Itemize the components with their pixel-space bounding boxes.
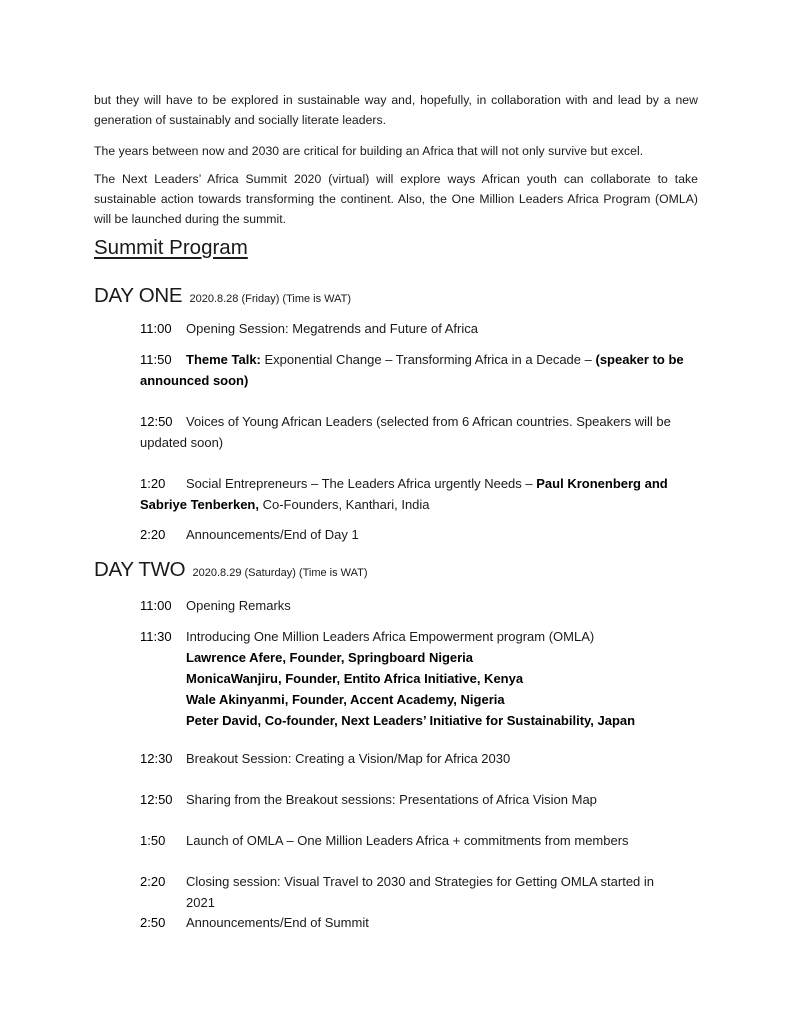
program-item <box>140 748 696 769</box>
item-time: 11:30 <box>140 629 172 644</box>
item-time: 1:50 <box>140 833 166 848</box>
speaker-line: Wale Akinyanmi, Founder, Accent Academy, Nigeria <box>186 692 505 707</box>
program-item <box>140 524 696 545</box>
item-time: 2:20 <box>140 874 166 889</box>
item-text: Launch of OMLA – One Million Leaders Africa + commitments from members <box>186 833 629 848</box>
item-time: 2:20 <box>140 527 166 542</box>
intro-paragraph-2: The years between now and 2030 are critical for building an Africa that will not only survive but excel. <box>94 144 644 158</box>
day-one-heading <box>94 284 351 308</box>
program-item <box>140 789 696 810</box>
item-text: Announcements/End of Summit <box>186 915 369 930</box>
program-item <box>140 473 696 515</box>
intro-paragraph-3: The Next Leaders’ Africa Summit 2020 (virtual) will explore ways African youth can collaborate to take sustainable action towards transforming the continent. Also, the One Million Leaders Africa Program (OMLA) will be launched during the summit. <box>94 172 698 226</box>
item-text: Introducing One Million Leaders Africa Empowerment program (OMLA) <box>186 629 595 644</box>
speaker-line: MonicaWanjiru, Founder, Entito Africa Initiative, Kenya <box>186 671 524 686</box>
item-text: Announcements/End of Day 1 <box>186 527 359 542</box>
item-text-tail: Co-Founders, Kanthari, India <box>258 497 430 512</box>
item-text: Breakout Session: Creating a Vision/Map for Africa 2030 <box>186 751 511 766</box>
item-time: 12:50 <box>140 414 173 429</box>
item-bold-lead: Theme Talk: <box>186 352 261 367</box>
program-item <box>140 349 696 391</box>
item-text: Opening Session: Megatrends and Future of Africa <box>186 321 478 336</box>
item-text: Exponential Change – Transforming Africa in a Decade – <box>260 352 596 367</box>
item-text: Sharing from the Breakout sessions: Presentations of Africa Vision Map <box>186 792 597 807</box>
program-item <box>140 595 696 616</box>
section-title: Summit Program <box>94 236 248 259</box>
item-time: 12:30 <box>140 751 173 766</box>
program-item <box>140 830 696 851</box>
item-time: 11:00 <box>140 321 172 336</box>
speaker-line: Peter David, Co-founder, Next Leaders’ Initiative for Sustainability, Japan <box>186 713 636 728</box>
intro-paragraph-1: but they will have to be explored in sustainable way and, hopefully, in collaboration with and lead by a new generation of sustainably and socially literate leaders. <box>94 93 698 127</box>
item-bold-tail: Paul Kronenberg and Sabriye Tenberken, <box>140 476 668 512</box>
item-text: Opening Remarks <box>186 598 291 613</box>
item-time: 11:00 <box>140 598 172 613</box>
day-one-meta: 2020.8.28 (Friday) (Time is WAT) <box>189 293 352 305</box>
item-text: Closing session: Visual Travel to 2030 and Strategies for Getting OMLA started in <box>186 874 655 889</box>
day-one-title: DAY ONE <box>94 284 183 307</box>
speaker-list <box>140 647 696 731</box>
item-text: Social Entrepreneurs – The Leaders Africa urgently Needs – <box>186 476 537 491</box>
day-two-title: DAY TWO <box>94 558 186 581</box>
program-item <box>140 318 696 339</box>
day-two-meta: 2020.8.29 (Saturday) (Time is WAT) <box>192 567 368 579</box>
item-time: 11:50 <box>140 352 172 367</box>
item-time: 1:20 <box>140 476 166 491</box>
program-item <box>140 871 696 913</box>
speaker-line: Lawrence Afere, Founder, Springboard Nigeria <box>186 650 474 665</box>
day-two-heading <box>94 558 368 582</box>
item-text-continuation: 2021 <box>186 895 215 910</box>
program-item <box>140 912 696 933</box>
program-item <box>140 626 696 731</box>
item-time: 12:50 <box>140 792 173 807</box>
item-bold-tail: (speaker to be announced soon) <box>140 352 684 388</box>
item-time: 2:50 <box>140 915 166 930</box>
item-text: Voices of Young African Leaders (selected from 6 African countries. Speakers will be updated soon) <box>140 414 671 450</box>
program-item <box>140 411 696 453</box>
